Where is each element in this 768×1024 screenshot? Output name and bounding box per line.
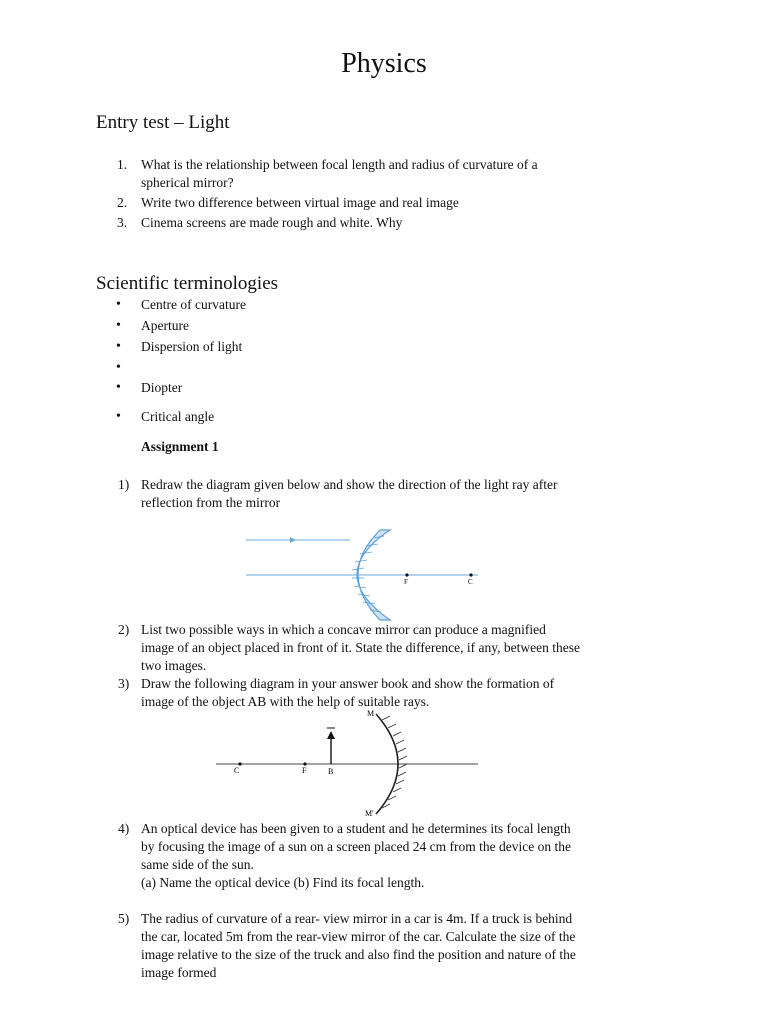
list-item: [117, 194, 661, 212]
question-number: 4): [118, 821, 130, 836]
question-text: image of an object placed in front of it. State the difference, if any, between these: [141, 640, 580, 655]
centre-label: C: [468, 578, 473, 586]
page-title: Physics: [341, 48, 427, 79]
item-text: Write two difference between virtual image and real image: [141, 195, 459, 210]
mirror-ray-diagram: [240, 524, 485, 624]
list-item: [117, 156, 661, 192]
question-number: 5): [118, 911, 130, 926]
question-4: [96, 820, 636, 892]
question-text: (a) Name the optical device (b) Find its focal length.: [141, 875, 425, 890]
item-text: Cinema screens are made rough and white. Why: [141, 215, 403, 230]
entry-test-heading: Entry test – Light: [96, 112, 230, 133]
question-1: [96, 476, 636, 512]
question-number: 3): [118, 676, 130, 691]
terminologies-heading: Scientific terminologies: [96, 273, 279, 294]
item-text: spherical mirror?: [141, 175, 234, 190]
ray-arrow-icon: [290, 537, 296, 543]
focus-point: [405, 573, 408, 576]
question-text: image relative to the size of the truck and also find the position and nature of the: [141, 947, 576, 962]
question-text: by focusing the image of a sun on a screen placed 24 cm from the device on the: [141, 839, 571, 854]
question-text: same side of the sun.: [141, 857, 254, 872]
item-number: 2.: [117, 195, 128, 210]
question-text: the car, located 5m from the rear-view mirror of the car. Calculate the size of the: [141, 929, 576, 944]
question-number: 2): [118, 622, 130, 637]
list-item: [117, 214, 661, 232]
object-arrow-icon: [327, 731, 335, 739]
question-number: 1): [118, 477, 130, 492]
mirror-bottom-label: M': [365, 809, 374, 818]
question-5: [96, 910, 636, 982]
item-text: What is the relationship between focal length and radius of curvature of a: [141, 157, 538, 172]
centre-point: [469, 573, 472, 576]
item-number: 1.: [117, 157, 128, 172]
list-item: • Dispersion of light: [141, 338, 246, 359]
centre-label: C: [234, 766, 240, 775]
list-item: • Diopter: [141, 379, 246, 408]
question-text: List two possible ways in which a concave mirror can produce a magnified: [141, 622, 546, 637]
focus-label: F: [404, 578, 408, 586]
question-text: Draw the following diagram in your answer book and show the formation of: [141, 676, 555, 691]
item-number: 3.: [117, 215, 128, 230]
assignment-heading: Assignment 1: [141, 439, 219, 454]
question-text: two images.: [141, 658, 207, 673]
question-text: image formed: [141, 965, 217, 980]
question-text: reflection from the mirror: [141, 495, 281, 510]
entry-test-list: [96, 156, 661, 234]
question-text: Redraw the diagram given below and show the direction of the light ray after: [141, 477, 558, 492]
list-item: • Centre of curvature: [141, 296, 246, 317]
question-text: The radius of curvature of a rear- view mirror in a car is 4m. If a truck is behind: [141, 911, 573, 926]
list-item: • Critical angle: [141, 408, 246, 429]
mirror-hatching: [382, 716, 407, 808]
question-text: An optical device has been given to a student and he determines its focal length: [141, 821, 571, 836]
question-text: image of the object AB with the help of suitable rays.: [141, 694, 430, 709]
object-base-label: B: [328, 767, 334, 776]
list-item: • Aperture: [141, 317, 246, 338]
terminologies-list: [96, 296, 246, 429]
question-2: [96, 621, 636, 675]
object-mirror-diagram: [210, 706, 485, 818]
focus-label: F: [302, 766, 307, 775]
list-item: [141, 359, 246, 379]
mirror-top-label: M: [367, 709, 375, 718]
